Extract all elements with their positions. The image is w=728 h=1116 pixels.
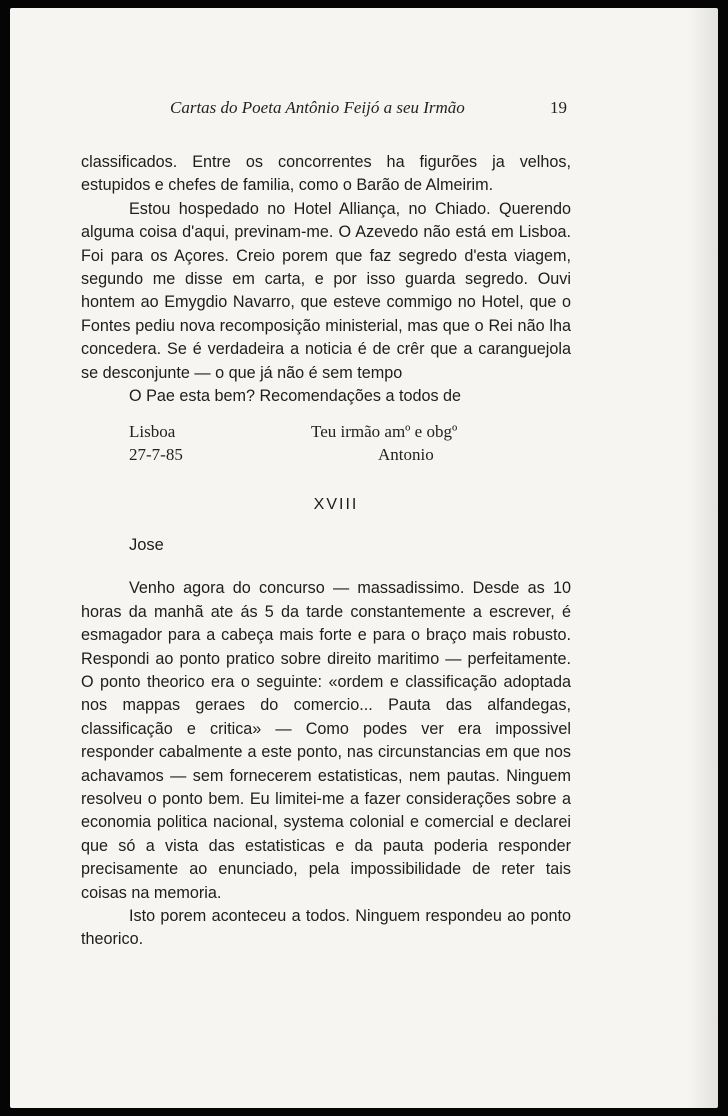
letter-salutation: Jose — [129, 535, 164, 554]
letter-place: Lisboa — [129, 422, 176, 442]
section-numeral: XVIII — [313, 496, 359, 514]
letter-one-signoff — [81, 420, 571, 470]
running-header — [10, 98, 718, 126]
letter-one-paragraph-1: classificados. Entre os concorrentes ha figurões ja velhos, estupidos e chefes de familia, como o Barão de Almeirim. — [81, 153, 571, 195]
letter-signature: Antonio — [378, 445, 434, 465]
spacer — [81, 557, 571, 577]
page-body — [81, 151, 571, 952]
letter-closing: Teu irmão amº e obgº — [311, 422, 458, 442]
running-title: Cartas do Poeta Antônio Feijó a seu Irmão — [170, 98, 465, 117]
letter-two-paragraph-2: Isto porem aconteceu a todos. Ninguem respondeu ao ponto theorico. — [81, 906, 571, 949]
letter-one-paragraph-2: Estou hospedado no Hotel Alliança, no Chiado. Querendo alguma coisa d'aqui, previnam-me. O Azevedo não está em Lisboa. Foi para os Açores. Creio porem que faz segredo d'esta viagem, segundo me disse em carta, e por isso guarda segredo. Ouvi hontem ao Emygdio Navarro, que esteve commigo no Hotel, que o Fontes pediu nova recomposição ministerial, mas que o Rei não lha concedera. Se é verdadeira a noticia é de crêr que a caranguejola se desconjunte — o que já não é sem tempo — [81, 199, 571, 382]
letter-date: 27-7-85 — [129, 445, 183, 465]
letter-two-paragraph-1: Venho agora do concurso — massadissimo. Desde as 10 horas da manhã ate ás 5 da tarde constantemente a escrever, é esmagador para a cabeça mais forte e para o braço mais robusto. Respondi ao ponto pratico sobre direito maritimo — perfeitamente. O ponto theorico era o seguinte: «ordem e classificação adoptada nos mappas geraes do comercio... Pauta das alfandegas, classificação e critica» — Como podes ver era impossivel responder cabalmente a este ponto, nas circunstancias em que nos achavamos — sem fornecerem estatisticas, nem pautas. Ninguem resolveu o ponto bem. Eu limitei-me a fazer considerações sobre a economia politica nacional, systema colonial e comercial e declarei que só a vista das estatisticas e da pauta poderia responder precisamente ao enunciado, pela impossibilidade de reter tais coisas na memoria. — [81, 579, 571, 902]
page-shadow — [688, 8, 718, 1108]
book-page — [10, 8, 718, 1108]
letter-one-paragraph-3: O Pae esta bem? Recomendações a todos de — [129, 387, 462, 406]
page-number: 19 — [550, 98, 567, 117]
